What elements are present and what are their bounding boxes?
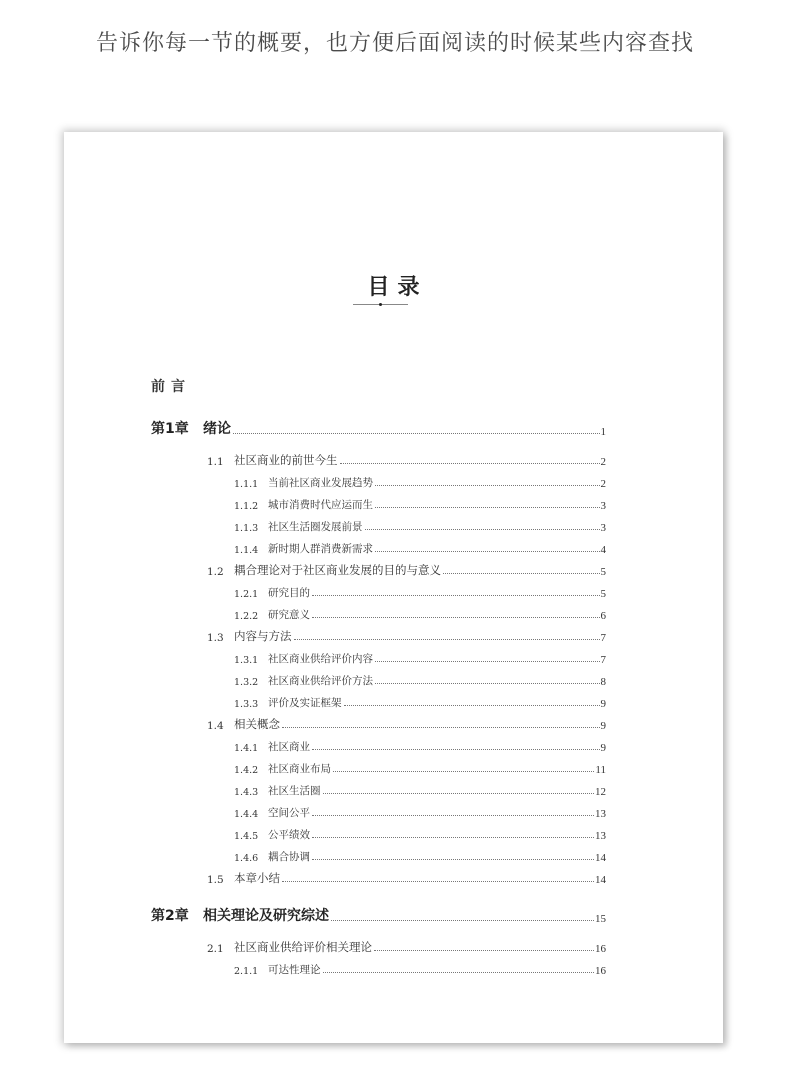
page-number: 16 (595, 965, 606, 977)
subsection-title: 空间公平 (268, 807, 310, 819)
dot-leader (312, 617, 600, 618)
page-number: 13 (595, 830, 606, 842)
page-number: 13 (595, 808, 606, 820)
section-title: 社区商业供给评价相关理论 (234, 940, 372, 954)
toc-subsection[interactable] (234, 959, 606, 977)
page-number: 14 (595, 852, 606, 864)
subsection-number: 1.4.2 (234, 765, 259, 776)
dot-leader (312, 815, 594, 816)
dot-leader (344, 705, 600, 706)
subsection-title: 耦合协调 (268, 851, 310, 863)
subsection-number: 1.3.3 (234, 699, 259, 710)
toc-section[interactable] (207, 714, 606, 732)
toc-subsection[interactable] (234, 780, 606, 798)
subsection-number: 2.1.1 (234, 966, 259, 977)
toc-subsection[interactable] (234, 516, 606, 534)
toc-subsection[interactable] (234, 692, 606, 710)
section-number: 1.4 (207, 720, 224, 732)
caption-text: 告诉你每一节的概要，也方便后面阅读的时候某些内容查找 (95, 31, 694, 56)
section-title: 本章小结 (234, 871, 280, 885)
dot-leader (323, 793, 595, 794)
toc-subsection[interactable] (234, 846, 606, 864)
dot-leader (375, 683, 600, 684)
subsection-title: 社区生活圈 (268, 785, 321, 797)
page-number: 2 (600, 456, 606, 468)
toc-subsection[interactable] (234, 472, 606, 490)
page-number: 9 (600, 698, 606, 710)
dot-leader (365, 529, 600, 530)
subsection-number: 1.4.6 (234, 853, 259, 864)
page-number: 9 (600, 742, 606, 754)
section-number: 1.1 (207, 456, 224, 468)
page-number: 7 (600, 654, 606, 666)
chapter-title: 相关理论及研究综述 (203, 908, 329, 924)
dot-leader (374, 950, 594, 951)
toc-subsection[interactable] (234, 736, 606, 754)
book-page (64, 132, 723, 1043)
subsection-title: 当前社区商业发展趋势 (268, 477, 373, 489)
dot-leader (375, 485, 600, 486)
subsection-number: 1.1.4 (234, 545, 259, 556)
subsection-number: 1.1.2 (234, 501, 259, 512)
section-title: 耦合理论对于社区商业发展的目的与意义 (234, 563, 441, 577)
page-number: 4 (600, 544, 606, 556)
subsection-number: 1.4.5 (234, 831, 259, 842)
chapter-number: 第2章 (151, 908, 189, 924)
title-divider-dot (379, 303, 382, 306)
dot-leader (375, 507, 600, 508)
page-number: 12 (595, 786, 606, 798)
dot-leader (282, 881, 594, 882)
toc-chapter-2[interactable] (151, 907, 606, 925)
dot-leader (294, 639, 600, 640)
subsection-number: 1.3.2 (234, 677, 259, 688)
subsection-number: 1.2.2 (234, 611, 259, 622)
subsection-number: 1.4.1 (234, 743, 259, 754)
section-number: 1.5 (207, 874, 224, 886)
chapter-number: 第1章 (151, 421, 189, 437)
page-number: 15 (595, 913, 606, 925)
toc-subsection[interactable] (234, 758, 606, 776)
toc-preface: 前言 (151, 379, 191, 395)
section-number: 1.2 (207, 566, 224, 578)
dot-leader (312, 749, 600, 750)
page-number: 5 (600, 566, 606, 578)
section-title: 社区商业的前世今生 (234, 453, 338, 467)
toc-subsection[interactable] (234, 538, 606, 556)
page-number: 3 (600, 522, 606, 534)
toc-subsection[interactable] (234, 494, 606, 512)
dot-leader (331, 920, 594, 921)
subsection-title: 新时期人群消费新需求 (268, 543, 373, 555)
section-title: 相关概念 (234, 717, 280, 731)
page-number: 14 (595, 874, 606, 886)
subsection-number: 1.3.1 (234, 655, 259, 666)
toc-subsection[interactable] (234, 648, 606, 666)
subsection-title: 社区商业供给评价内容 (268, 653, 373, 665)
toc-title: 目录 (367, 275, 428, 300)
subsection-title: 公平绩效 (268, 829, 310, 841)
subsection-title: 评价及实证框架 (268, 697, 342, 709)
toc-section[interactable] (207, 937, 606, 955)
toc-subsection[interactable] (234, 604, 606, 622)
page-number: 8 (600, 676, 606, 688)
subsection-number: 1.1.3 (234, 523, 259, 534)
page-number: 3 (600, 500, 606, 512)
subsection-title: 社区商业布局 (268, 763, 331, 775)
page-number: 16 (595, 943, 606, 955)
subsection-number: 1.2.1 (234, 589, 259, 600)
dot-leader (443, 573, 600, 574)
toc-section[interactable] (207, 868, 606, 886)
toc-section[interactable] (207, 450, 606, 468)
page-number: 5 (600, 588, 606, 600)
page-number: 9 (600, 720, 606, 732)
page-number: 11 (595, 764, 606, 776)
subsection-title: 社区商业供给评价方法 (268, 675, 373, 687)
page-number: 6 (600, 610, 606, 622)
toc-chapter-1[interactable] (151, 420, 606, 438)
subsection-title: 研究意义 (268, 609, 310, 621)
subsection-title: 研究目的 (268, 587, 310, 599)
subsection-title: 可达性理论 (268, 964, 321, 976)
section-title: 内容与方法 (234, 629, 292, 643)
page-number: 1 (600, 426, 606, 438)
subsection-title: 社区商业 (268, 741, 310, 753)
page-number: 2 (600, 478, 606, 490)
toc-subsection[interactable] (234, 582, 606, 600)
toc-subsection[interactable] (234, 824, 606, 842)
dot-leader (323, 972, 595, 973)
dot-leader (233, 433, 600, 434)
subsection-number: 1.4.3 (234, 787, 259, 798)
dot-leader (312, 595, 600, 596)
subsection-title: 社区生活圈发展前景 (268, 521, 363, 533)
toc-subsection[interactable] (234, 670, 606, 688)
dot-leader (375, 661, 600, 662)
dot-leader (333, 771, 594, 772)
toc-subsection[interactable] (234, 802, 606, 820)
toc-section[interactable] (207, 626, 606, 644)
dot-leader (312, 859, 594, 860)
section-number: 2.1 (207, 943, 224, 955)
dot-leader (340, 463, 600, 464)
dot-leader (282, 727, 600, 728)
chapter-title: 绪论 (203, 421, 231, 437)
subsection-title: 城市消费时代应运而生 (268, 499, 373, 511)
dot-leader (312, 837, 594, 838)
dot-leader (375, 551, 600, 552)
subsection-number: 1.4.4 (234, 809, 259, 820)
subsection-number: 1.1.1 (234, 479, 259, 490)
section-number: 1.3 (207, 632, 224, 644)
toc-section[interactable] (207, 560, 606, 578)
page-number: 7 (600, 632, 606, 644)
